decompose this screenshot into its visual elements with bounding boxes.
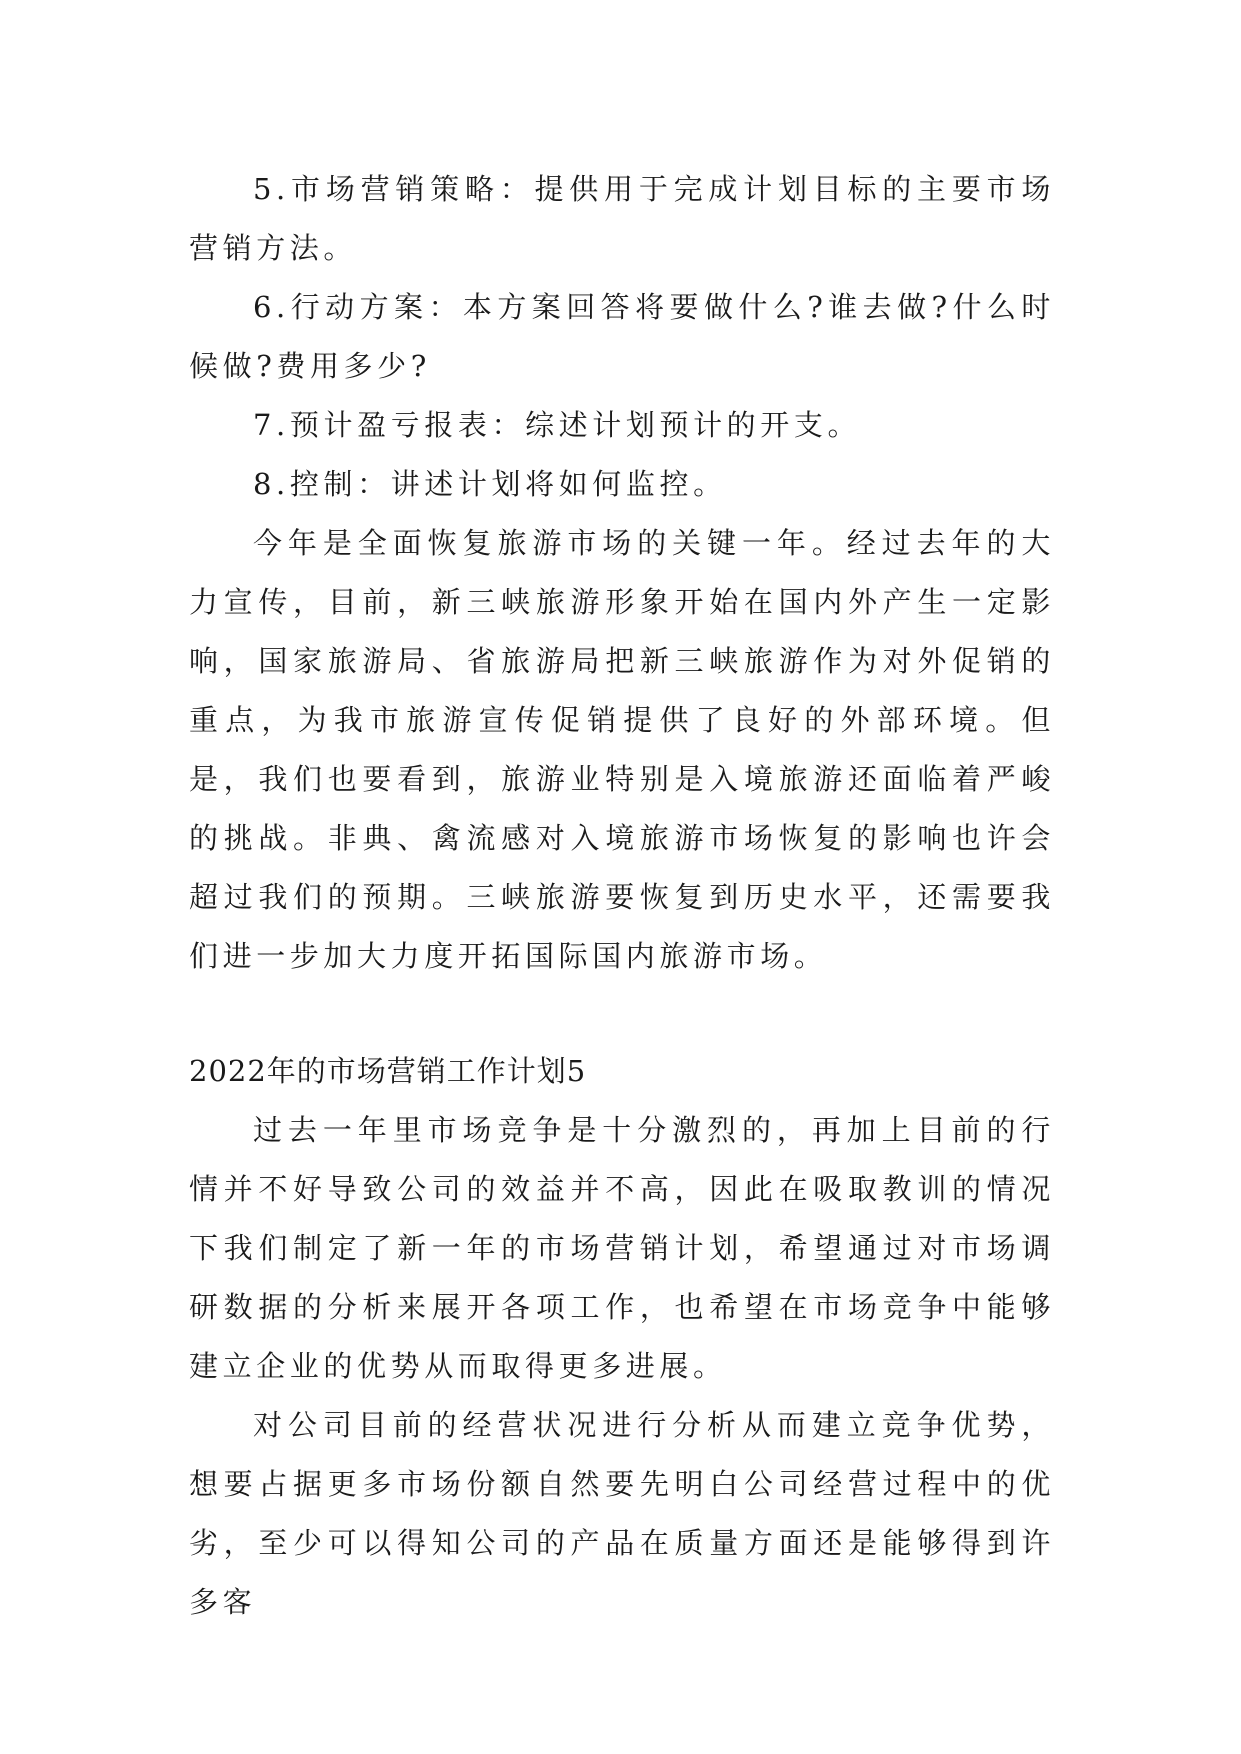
paragraph-marketing-strategy: 5.市场营销策略：提供用于完成计划目标的主要市场营销方法。 [189,172,1055,265]
document-body [189,160,1055,1632]
paragraph-control: 8.控制：讲述计划将如何监控。 [253,467,727,501]
paragraph-profit-loss: 7.预计盈亏报表：综述计划预计的开支。 [253,408,862,442]
paragraph-action-plan: 6.行动方案：本方案回答将要做什么?谁去做?什么时候做?费用多少? [189,290,1055,383]
paragraph-competition: 过去一年里市场竞争是十分激烈的，再加上目前的行情并不好导致公司的效益并不高，因此在吸取教训的情况下我们制定了新一年的市场营销计划，希望通过对市场调研数据的分析来展开各项工作，也希望在市场竞争中能够建立企业的优势从而取得更多进展。 [189,1113,1055,1383]
section-heading: 2022年的市场营销工作计划5 [189,1054,587,1088]
paragraph-analysis: 对公司目前的经营状况进行分析从而建立竞争优势，想要占据更多市场份额自然要先明白公司经营过程中的优劣，至少可以得知公司的产品在质量方面还是能够得到许多客 [189,1408,1055,1619]
paragraph-tourism-market: 今年是全面恢复旅游市场的关键一年。经过去年的大力宣传，目前，新三峡旅游形象开始在国内外产生一定影响，国家旅游局、省旅游局把新三峡旅游作为对外促销的重点，为我市旅游宣传促销提供了良好的外部环境。但是，我们也要看到，旅游业特别是入境旅游还面临着严峻的挑战。非典、禽流感对入境旅游市场恢复的影响也许会超过我们的预期。三峡旅游要恢复到历史水平，还需要我们进一步加大力度开拓国际国内旅游市场。 [189,526,1055,973]
